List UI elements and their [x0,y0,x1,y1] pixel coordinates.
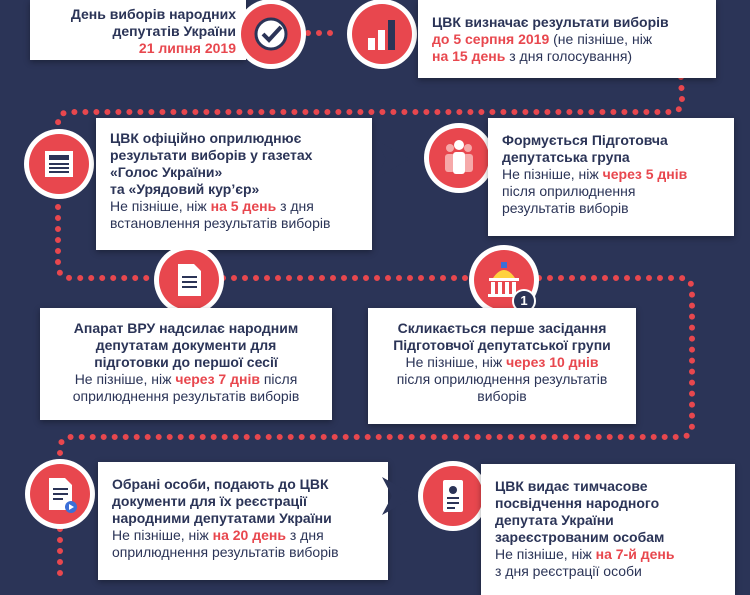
session-number-badge: 1 [512,289,536,313]
step-registration-docs: Обрані особи, подають до ЦВК документи для їх реєстрації народними депутатами України Не пізніше, ніж на 20 день з дня оприлюднення результатів виборів [98,462,388,580]
people-group-icon [429,128,489,188]
step-group-formed: Формується Підготовча депутатська група Не пізніше, ніж через 5 днів після оприлюднення результатів виборів [488,118,734,236]
step-temporary-certificate: ЦВК видає тимчасове посвідчення народного депутата України зареєстрованим особам Не пізніше, ніж на 7-й день з дня реєстрації особи [481,464,735,595]
id-card-icon [423,466,483,526]
arrow-right-icon [376,140,410,178]
step-title: депутатів України [112,23,236,39]
step-date: 21 липня 2019 [138,40,236,56]
checkmark-icon [241,4,301,64]
document-play-icon [30,464,90,524]
step-title: ЦВК визначає результати виборів [432,14,669,30]
bar-chart-icon [352,4,412,64]
step-first-meeting: Скликається перше засідання Підготовчої депутатської групи Не пізніше, ніж через 10 днів після оприлюднення результатів виборів [368,308,636,424]
step-election-day [30,0,246,60]
newspaper-icon [29,134,89,194]
arrow-right-icon [382,477,416,515]
step-title: День виборів народних [70,6,236,22]
document-icon [159,250,219,310]
step-official-publication: ЦВК офіційно оприлюднює результати виборів у газетах «Голос України» та «Урядовий кур’єр» Не пізніше, ніж на 5 день з дня встановлення результатів виборів [96,118,372,250]
step-results-determined: ЦВК визначає результати виборів до 5 серпня 2019 (не пізніше, ніж на 15 день з дня голосування) [418,0,716,78]
step-documents-sent: Апарат ВРУ надсилає народним депутатам документи для підготовки до першої сесії Не пізніше, ніж через 7 днів після оприлюднення результатів виборів [40,308,332,420]
